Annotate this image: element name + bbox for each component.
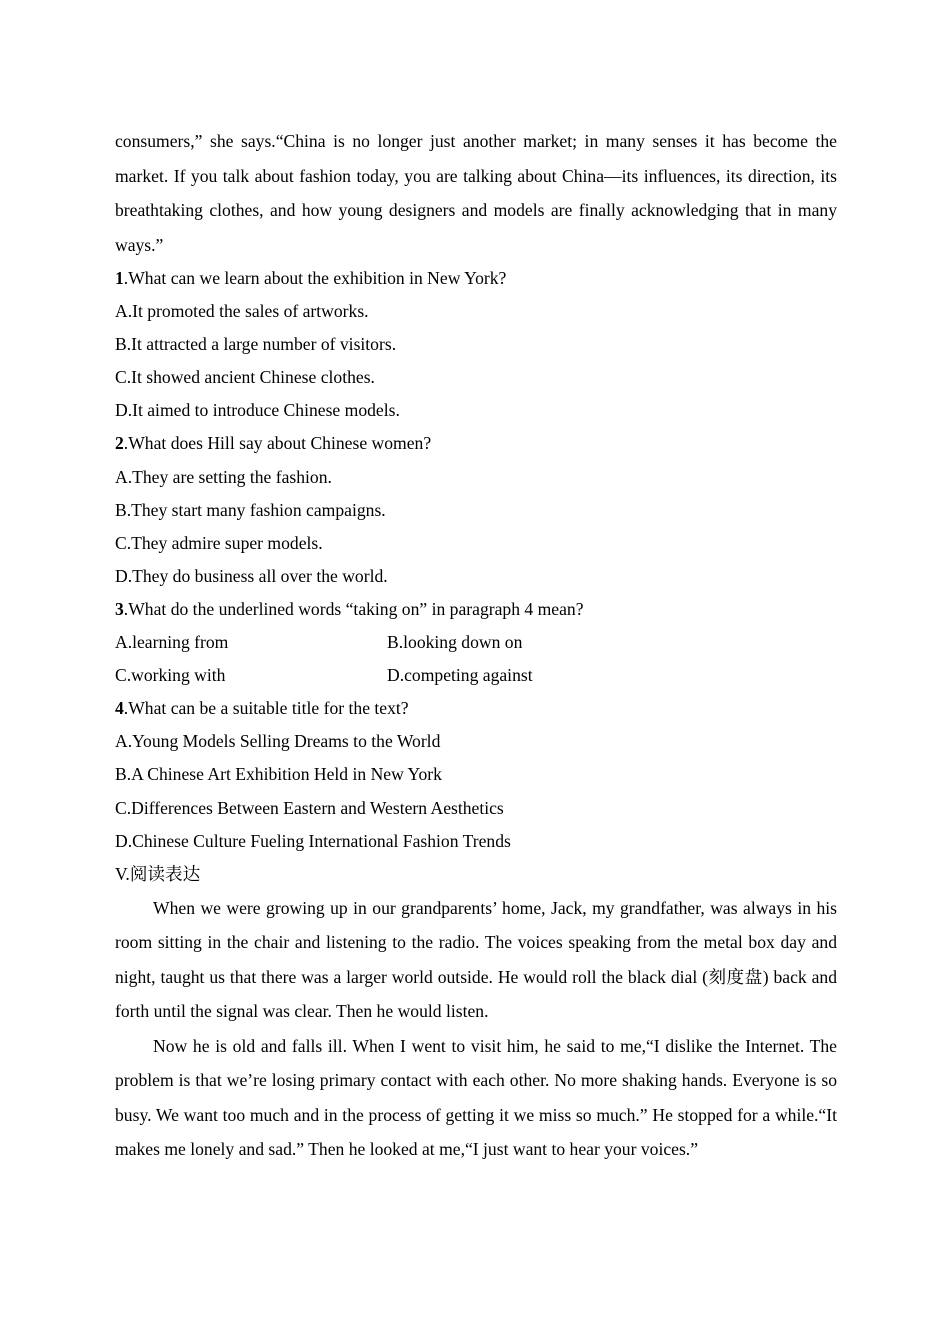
question-number: 3 bbox=[115, 598, 124, 619]
option-row-3cd bbox=[115, 659, 837, 692]
question-text: .What does Hill say about Chinese women? bbox=[123, 433, 432, 454]
option-2d: D.They do business all over the world. bbox=[115, 565, 388, 586]
option-1a: A.It promoted the sales of artworks. bbox=[115, 301, 369, 322]
question-3 bbox=[115, 593, 837, 626]
passage-continuation: consumers,” she says.“China is no longer just another market; in many senses it has become the market. If you talk about fashion today, you are talking about China—its influences, its direction, its breathtaking clothes, and how young designers and models are finally acknowledging that in many ways.” bbox=[115, 131, 837, 255]
question-4 bbox=[115, 692, 837, 725]
option-2c: C.They admire super models. bbox=[115, 532, 323, 553]
question-number: 4 bbox=[115, 698, 124, 719]
reading-paragraph-2: Now he is old and falls ill. When I went to visit him, he said to me,“I dislike the Internet. The problem is that we’re losing primary contact with each other. No more shaking hands. Everyone is so busy. We want too much and in the process of getting it we miss so much.” He stopped for a while.“It makes me lonely and sad.” Then he looked at me,“I just want to hear your voices.” bbox=[115, 1035, 837, 1160]
question-1 bbox=[115, 262, 837, 295]
question-number: 1 bbox=[115, 268, 124, 288]
option-1b: B.It attracted a large number of visitors. bbox=[115, 334, 397, 355]
option-4a: A.Young Models Selling Dreams to the World bbox=[115, 731, 441, 752]
option-row-3ab bbox=[115, 626, 837, 659]
option-3c: C.working with bbox=[115, 665, 226, 686]
document-page bbox=[115, 124, 837, 1167]
question-text: .What do the underlined words “taking on” in paragraph 4 mean? bbox=[123, 598, 584, 619]
option-4c: C.Differences Between Eastern and Western Aesthetics bbox=[115, 797, 504, 818]
section-heading: V.阅读表达 bbox=[115, 863, 201, 884]
option-1d: D.It aimed to introduce Chinese models. bbox=[115, 400, 400, 421]
option-3a: A.learning from bbox=[115, 632, 229, 653]
option-3b: B.looking down on bbox=[387, 632, 523, 653]
option-3d: D.competing against bbox=[387, 665, 533, 686]
reading-paragraph-1: When we were growing up in our grandparents’ home, Jack, my grandfather, was always in his room sitting in the chair and listening to the radio. The voices speaking from the metal box day and night, taught us that there was a larger world outside. He would roll the black dial (刻度盘) back and forth until the signal was clear. Then he would listen. bbox=[115, 897, 837, 1022]
option-4d: D.Chinese Culture Fueling International Fashion Trends bbox=[115, 830, 511, 851]
option-2b: B.They start many fashion campaigns. bbox=[115, 499, 386, 520]
option-1c: C.It showed ancient Chinese clothes. bbox=[115, 367, 375, 388]
question-number: 2 bbox=[115, 433, 124, 454]
question-2 bbox=[115, 427, 837, 460]
question-text: .What can we learn about the exhibition in New York? bbox=[123, 268, 507, 288]
question-text: .What can be a suitable title for the text? bbox=[123, 698, 409, 719]
option-2a: A.They are setting the fashion. bbox=[115, 466, 332, 487]
option-4b: B.A Chinese Art Exhibition Held in New York bbox=[115, 764, 442, 785]
